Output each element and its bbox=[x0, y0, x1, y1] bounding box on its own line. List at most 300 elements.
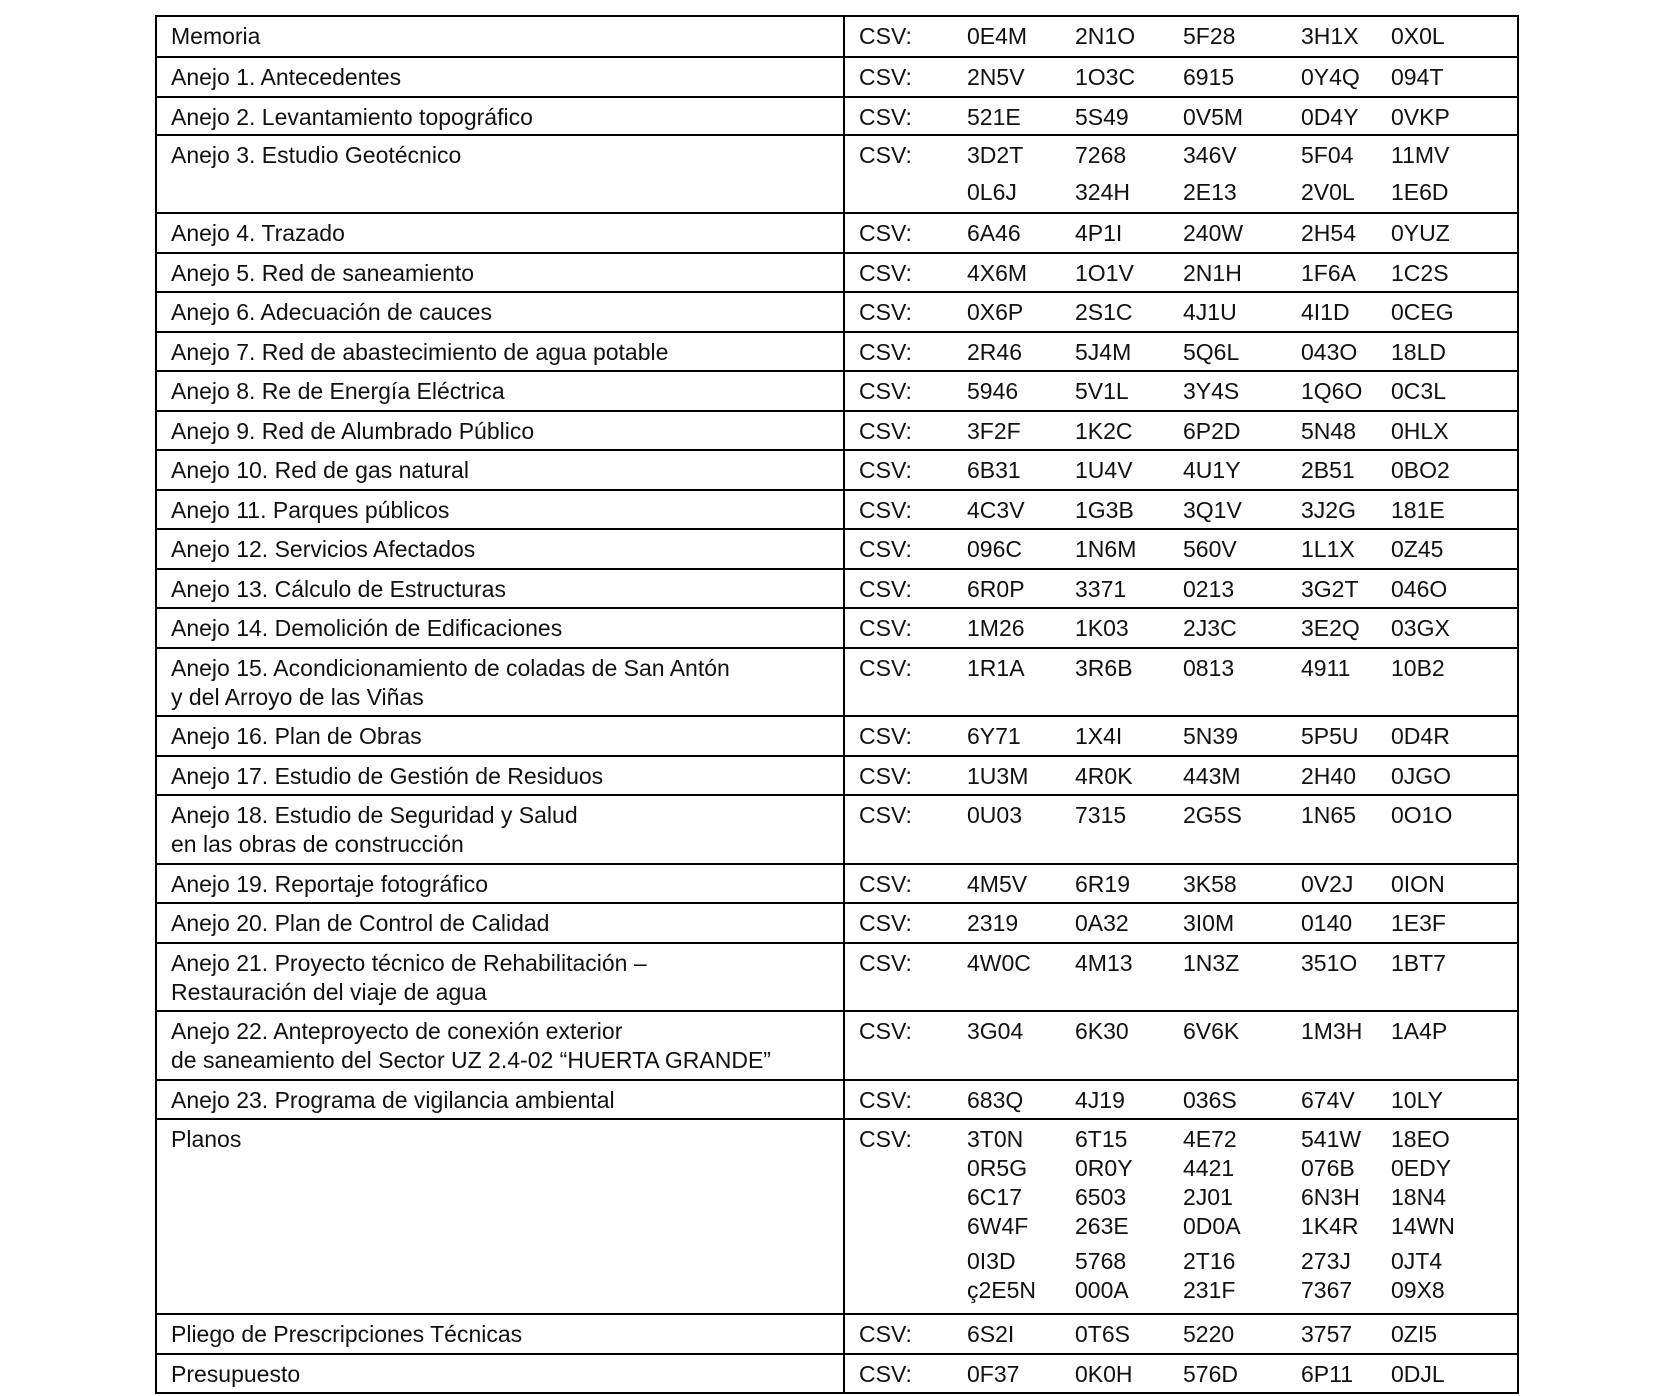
csv-code: 4J1U bbox=[1183, 299, 1237, 325]
csv-code: 1Q6O bbox=[1301, 378, 1363, 404]
document-section-label bbox=[157, 1012, 845, 1079]
document-section-label bbox=[157, 372, 845, 410]
csv-prefix-label: CSV: bbox=[859, 142, 912, 168]
csv-code: 3H1X bbox=[1301, 23, 1359, 49]
csv-code: ç2E5N bbox=[967, 1277, 1037, 1303]
csv-code: 3757 bbox=[1301, 1321, 1353, 1347]
csv-code: 6915 bbox=[1183, 64, 1235, 90]
csv-code: 0Z45 bbox=[1391, 536, 1444, 562]
csv-codes-cell bbox=[845, 214, 1517, 252]
csv-prefix-label bbox=[859, 1154, 967, 1183]
document-section-label bbox=[157, 570, 845, 607]
csv-code: 2E13 bbox=[1183, 179, 1237, 205]
section-label-line: Anejo 14. Demolición de Edificaciones bbox=[171, 615, 563, 641]
document-section-label bbox=[157, 904, 845, 942]
section-label-line: Anejo 19. Reportaje fotográfico bbox=[171, 871, 489, 897]
csv-code-line bbox=[859, 949, 1517, 978]
csv-code: 5220 bbox=[1183, 1321, 1235, 1347]
csv-code: 7315 bbox=[1075, 802, 1127, 828]
csv-document-table bbox=[155, 15, 1519, 1394]
csv-prefix-label: CSV: bbox=[859, 418, 912, 444]
section-label-line: Anejo 1. Antecedentes bbox=[171, 64, 402, 90]
csv-code: 521E bbox=[967, 104, 1021, 130]
csv-prefix-label: CSV: bbox=[859, 910, 912, 936]
csv-prefix-label: CSV: bbox=[859, 1361, 912, 1387]
table-row bbox=[157, 902, 1517, 942]
csv-code: 0R5G bbox=[967, 1155, 1028, 1181]
section-label-line: Anejo 9. Red de Alumbrado Público bbox=[171, 418, 535, 444]
csv-code-line bbox=[859, 259, 1517, 288]
csv-code: 0X0L bbox=[1391, 23, 1445, 49]
csv-code: 4U1Y bbox=[1183, 457, 1241, 483]
csv-code: 0CEG bbox=[1391, 299, 1454, 325]
csv-code: 3F2F bbox=[967, 418, 1021, 444]
csv-code: 3371 bbox=[1075, 576, 1127, 602]
table-row bbox=[157, 1118, 1517, 1313]
csv-code: 0DJL bbox=[1391, 1361, 1445, 1387]
table-row bbox=[157, 331, 1517, 370]
csv-code-line bbox=[859, 1320, 1517, 1349]
csv-code: 0213 bbox=[1183, 576, 1235, 602]
document-section-label bbox=[157, 1120, 845, 1313]
table-row bbox=[157, 252, 1517, 291]
csv-code: 1G3B bbox=[1075, 497, 1134, 523]
csv-codes-cell bbox=[845, 570, 1517, 607]
csv-code: 10LY bbox=[1391, 1087, 1444, 1113]
csv-code: 3G2T bbox=[1301, 576, 1359, 602]
document-section-label bbox=[157, 944, 845, 1010]
csv-code: 6R19 bbox=[1075, 871, 1130, 897]
csv-prefix-label: CSV: bbox=[859, 1126, 912, 1152]
csv-code-line bbox=[859, 338, 1517, 367]
csv-code: 0F37 bbox=[967, 1361, 1020, 1387]
csv-code: 5F28 bbox=[1183, 23, 1236, 49]
csv-code-line bbox=[859, 1086, 1517, 1115]
csv-codes-cell bbox=[845, 58, 1517, 96]
table-row bbox=[157, 1079, 1517, 1118]
csv-prefix-label bbox=[859, 1276, 967, 1305]
csv-codes-cell bbox=[845, 254, 1517, 291]
csv-code-line bbox=[859, 141, 1517, 170]
csv-code: 2N1H bbox=[1183, 260, 1242, 286]
csv-code-line bbox=[859, 1017, 1517, 1046]
csv-code: 0EDY bbox=[1391, 1155, 1452, 1181]
csv-codes-cell bbox=[845, 865, 1517, 902]
csv-code: 4P1I bbox=[1075, 220, 1123, 246]
csv-code-line bbox=[859, 762, 1517, 791]
document-section-label bbox=[157, 649, 845, 715]
document-section-label bbox=[157, 1355, 845, 1392]
section-label-line: Pliego de Prescripciones Técnicas bbox=[171, 1321, 523, 1347]
csv-code: 1E3F bbox=[1391, 910, 1446, 936]
csv-prefix-label bbox=[859, 1247, 967, 1276]
csv-code: 1C2S bbox=[1391, 260, 1449, 286]
csv-code: 6503 bbox=[1075, 1184, 1127, 1210]
csv-code: 0D4Y bbox=[1301, 104, 1359, 130]
csv-codes-cell bbox=[845, 904, 1517, 942]
csv-prefix-label: CSV: bbox=[859, 1087, 912, 1113]
table-row bbox=[157, 607, 1517, 647]
section-label-line: en las obras de construcción bbox=[171, 831, 464, 857]
csv-code: 0JT4 bbox=[1391, 1248, 1443, 1274]
csv-codes-cell bbox=[845, 717, 1517, 755]
csv-code: 2N1O bbox=[1075, 23, 1136, 49]
csv-code: 046O bbox=[1391, 576, 1448, 602]
csv-prefix-label: CSV: bbox=[859, 723, 912, 749]
csv-code: 1A4P bbox=[1391, 1018, 1448, 1044]
csv-code: 0I3D bbox=[967, 1248, 1016, 1274]
csv-prefix-label bbox=[859, 1212, 967, 1241]
csv-code: 0A32 bbox=[1075, 910, 1129, 936]
table-row bbox=[157, 370, 1517, 410]
section-label-line: Anejo 10. Red de gas natural bbox=[171, 457, 469, 483]
section-label-line: y del Arroyo de las Viñas bbox=[171, 684, 424, 710]
csv-code: 0813 bbox=[1183, 655, 1235, 681]
table-row bbox=[157, 1353, 1517, 1392]
csv-code-line bbox=[859, 103, 1517, 132]
csv-code: 4E72 bbox=[1183, 1126, 1237, 1152]
section-label-line: Anejo 12. Servicios Afectados bbox=[171, 536, 476, 562]
csv-code: 2319 bbox=[967, 910, 1019, 936]
section-label-line: Anejo 2. Levantamiento topográfico bbox=[171, 104, 533, 130]
csv-code-line bbox=[859, 535, 1517, 564]
table-row bbox=[157, 647, 1517, 715]
csv-prefix-label: CSV: bbox=[859, 457, 912, 483]
csv-code-line bbox=[859, 1360, 1517, 1389]
csv-prefix-label: CSV: bbox=[859, 220, 912, 246]
csv-code: 2B51 bbox=[1301, 457, 1355, 483]
csv-code: 096C bbox=[967, 536, 1022, 562]
csv-code: 2S1C bbox=[1075, 299, 1133, 325]
table-row bbox=[157, 449, 1517, 489]
document-section-label bbox=[157, 530, 845, 568]
csv-prefix-label: CSV: bbox=[859, 339, 912, 365]
section-label-line: Anejo 16. Plan de Obras bbox=[171, 723, 422, 749]
section-label-line: Anejo 13. Cálculo de Estructuras bbox=[171, 576, 506, 602]
csv-code: 0Y4Q bbox=[1301, 64, 1360, 90]
csv-code: 6S2I bbox=[967, 1321, 1015, 1347]
table-row bbox=[157, 410, 1517, 449]
table-row bbox=[157, 17, 1517, 56]
document-section-label bbox=[157, 491, 845, 528]
section-label-line: Planos bbox=[171, 1126, 242, 1152]
csv-prefix-label: CSV: bbox=[859, 802, 912, 828]
csv-prefix-label: CSV: bbox=[859, 615, 912, 641]
csv-codes-cell bbox=[845, 412, 1517, 449]
table-row bbox=[157, 942, 1517, 1010]
csv-code: 03GX bbox=[1391, 615, 1450, 641]
csv-code: 2R46 bbox=[967, 339, 1022, 365]
csv-code: 5N48 bbox=[1301, 418, 1356, 444]
csv-codes-cell bbox=[845, 17, 1517, 56]
csv-code: 3R6B bbox=[1075, 655, 1133, 681]
csv-code: 4J19 bbox=[1075, 1087, 1125, 1113]
csv-codes-cell bbox=[845, 293, 1517, 331]
document-section-label bbox=[157, 98, 845, 134]
document-section-label bbox=[157, 17, 845, 56]
csv-code: 1O3C bbox=[1075, 64, 1136, 90]
csv-prefix-label: CSV: bbox=[859, 497, 912, 523]
csv-code-line bbox=[859, 575, 1517, 604]
section-label-line: Presupuesto bbox=[171, 1361, 301, 1387]
table-row bbox=[157, 291, 1517, 331]
csv-code: 0V2J bbox=[1301, 871, 1354, 897]
csv-code: 2J01 bbox=[1183, 1184, 1233, 1210]
csv-codes-cell bbox=[845, 1315, 1517, 1353]
csv-code-line bbox=[859, 456, 1517, 485]
csv-code: 0VKP bbox=[1391, 104, 1450, 130]
section-label-line: Anejo 15. Acondicionamiento de coladas de San Antón bbox=[171, 655, 730, 681]
csv-prefix-label: CSV: bbox=[859, 1018, 912, 1044]
csv-code-line bbox=[859, 417, 1517, 446]
document-section-label bbox=[157, 865, 845, 902]
csv-code: 1O1V bbox=[1075, 260, 1134, 286]
csv-code: 4421 bbox=[1183, 1155, 1235, 1181]
csv-code: 0K0H bbox=[1075, 1361, 1133, 1387]
document-section-label bbox=[157, 333, 845, 370]
csv-code: 231F bbox=[1183, 1277, 1236, 1303]
csv-code: 5Q6L bbox=[1183, 339, 1240, 365]
csv-prefix-label: CSV: bbox=[859, 299, 912, 325]
csv-code: 1M3H bbox=[1301, 1018, 1363, 1044]
csv-code-line bbox=[859, 909, 1517, 938]
csv-code: 0O1O bbox=[1391, 802, 1453, 828]
table-row bbox=[157, 1010, 1517, 1079]
csv-code: 0V5M bbox=[1183, 104, 1244, 130]
csv-code: 4W0C bbox=[967, 950, 1031, 976]
section-label-line: Anejo 11. Parques públicos bbox=[171, 497, 450, 523]
csv-code-line bbox=[859, 496, 1517, 525]
csv-code: 1U3M bbox=[967, 763, 1029, 789]
csv-code: 3D2T bbox=[967, 142, 1024, 168]
csv-code: 6K30 bbox=[1075, 1018, 1129, 1044]
section-label-line: Anejo 5. Red de saneamiento bbox=[171, 260, 475, 286]
table-row bbox=[157, 134, 1517, 212]
csv-code: 351O bbox=[1301, 950, 1358, 976]
document-section-label bbox=[157, 136, 845, 212]
csv-code: 6B31 bbox=[967, 457, 1021, 483]
csv-codes-cell bbox=[845, 372, 1517, 410]
csv-codes-cell bbox=[845, 609, 1517, 647]
csv-codes-cell bbox=[845, 944, 1517, 1010]
csv-code: 0ION bbox=[1391, 871, 1445, 897]
csv-code-line bbox=[859, 219, 1517, 248]
document-section-label bbox=[157, 214, 845, 252]
csv-code: 1K03 bbox=[1075, 615, 1129, 641]
csv-code: 0X6P bbox=[967, 299, 1024, 325]
csv-code: 0D4R bbox=[1391, 723, 1450, 749]
csv-codes-cell bbox=[845, 333, 1517, 370]
section-label-line: Anejo 6. Adecuación de cauces bbox=[171, 299, 492, 325]
csv-code: 5946 bbox=[967, 378, 1019, 404]
csv-code: 443M bbox=[1183, 763, 1241, 789]
csv-prefix-label: CSV: bbox=[859, 64, 912, 90]
csv-prefix-label bbox=[859, 1183, 967, 1212]
csv-code: 5P5U bbox=[1301, 723, 1359, 749]
csv-prefix-label: CSV: bbox=[859, 23, 912, 49]
csv-code: 324H bbox=[1075, 179, 1130, 205]
csv-code: 6C17 bbox=[967, 1184, 1022, 1210]
csv-code-line bbox=[859, 1125, 1517, 1154]
csv-code-line bbox=[859, 377, 1517, 406]
section-label-line: Anejo 4. Trazado bbox=[171, 220, 345, 246]
document-section-label bbox=[157, 757, 845, 794]
csv-code-line bbox=[859, 1183, 1517, 1212]
csv-codes-cell bbox=[845, 1355, 1517, 1392]
csv-code: 1BT7 bbox=[1391, 950, 1446, 976]
csv-code-line bbox=[859, 722, 1517, 751]
csv-code: 043O bbox=[1301, 339, 1358, 365]
csv-prefix-label: CSV: bbox=[859, 260, 912, 286]
csv-code: 4X6M bbox=[967, 260, 1028, 286]
csv-code-line bbox=[859, 870, 1517, 899]
document-section-label bbox=[157, 451, 845, 489]
csv-prefix-label: CSV: bbox=[859, 576, 912, 602]
document-section-label bbox=[157, 412, 845, 449]
csv-code: 6W4F bbox=[967, 1213, 1029, 1239]
document-section-label bbox=[157, 717, 845, 755]
csv-code: 2N5V bbox=[967, 64, 1025, 90]
csv-code: 18EO bbox=[1391, 1126, 1450, 1152]
csv-codes-cell bbox=[845, 1012, 1517, 1079]
csv-code-line bbox=[859, 1212, 1517, 1241]
csv-code: 6P2D bbox=[1183, 418, 1241, 444]
csv-code: 2V0L bbox=[1301, 179, 1355, 205]
csv-code: 3J2G bbox=[1301, 497, 1356, 523]
csv-code: 0JGO bbox=[1391, 763, 1452, 789]
csv-code-line bbox=[859, 178, 1517, 207]
csv-code: 4M13 bbox=[1075, 950, 1133, 976]
csv-code: 674V bbox=[1301, 1087, 1355, 1113]
csv-code: 5J4M bbox=[1075, 339, 1132, 365]
csv-code-line bbox=[859, 1154, 1517, 1183]
table-row bbox=[157, 715, 1517, 755]
document-section-label bbox=[157, 1315, 845, 1353]
csv-prefix-label: CSV: bbox=[859, 950, 912, 976]
table-row bbox=[157, 755, 1517, 794]
csv-prefix-label: CSV: bbox=[859, 378, 912, 404]
csv-code: 6P11 bbox=[1301, 1361, 1354, 1387]
document-section-label bbox=[157, 609, 845, 647]
csv-prefix-label: CSV: bbox=[859, 536, 912, 562]
csv-code: 560V bbox=[1183, 536, 1237, 562]
table-row bbox=[157, 863, 1517, 902]
csv-code: 1N65 bbox=[1301, 802, 1356, 828]
section-label-line: Anejo 20. Plan de Control de Calidad bbox=[171, 910, 550, 936]
csv-prefix-label bbox=[859, 178, 967, 207]
csv-codes-cell bbox=[845, 796, 1517, 863]
csv-code: 0HLX bbox=[1391, 418, 1449, 444]
csv-prefix-label: CSV: bbox=[859, 104, 912, 130]
section-label-line: de saneamiento del Sector UZ 2.4-02 “HUERTA GRANDE” bbox=[171, 1047, 771, 1073]
document-section-label bbox=[157, 58, 845, 96]
csv-code: 000A bbox=[1075, 1277, 1129, 1303]
csv-codes-cell bbox=[845, 649, 1517, 715]
csv-code: 1N6M bbox=[1075, 536, 1137, 562]
csv-code: 6Y71 bbox=[967, 723, 1021, 749]
csv-code: 09X8 bbox=[1391, 1277, 1445, 1303]
csv-code: 240W bbox=[1183, 220, 1244, 246]
csv-code: 1F6A bbox=[1301, 260, 1356, 286]
csv-code: 6N3H bbox=[1301, 1184, 1360, 1210]
csv-code: 1E6D bbox=[1391, 179, 1449, 205]
csv-code: 6V6K bbox=[1183, 1018, 1240, 1044]
csv-code: 094T bbox=[1391, 64, 1444, 90]
document-section-label bbox=[157, 254, 845, 291]
csv-code: 3G04 bbox=[967, 1018, 1024, 1044]
csv-code-line bbox=[859, 614, 1517, 643]
section-label-line: Anejo 22. Anteproyecto de conexión exterior bbox=[171, 1018, 623, 1044]
csv-code-line bbox=[859, 298, 1517, 327]
csv-codes-cell bbox=[845, 757, 1517, 794]
csv-code: 076B bbox=[1301, 1155, 1355, 1181]
csv-code: 4911 bbox=[1301, 655, 1351, 681]
csv-code: 1L1X bbox=[1301, 536, 1355, 562]
csv-code-line bbox=[859, 1247, 1517, 1276]
table-row bbox=[157, 489, 1517, 528]
csv-code: 5F04 bbox=[1301, 142, 1354, 168]
csv-code: 0BO2 bbox=[1391, 457, 1450, 483]
table-row bbox=[157, 1313, 1517, 1353]
csv-code: 576D bbox=[1183, 1361, 1238, 1387]
section-label-line: Anejo 17. Estudio de Gestión de Residuos bbox=[171, 763, 604, 789]
csv-code: 5N39 bbox=[1183, 723, 1238, 749]
csv-code-line bbox=[859, 22, 1517, 51]
csv-code: 0R0Y bbox=[1075, 1155, 1133, 1181]
csv-code: 036S bbox=[1183, 1087, 1237, 1113]
csv-code-line bbox=[859, 63, 1517, 92]
csv-code: 0E4M bbox=[967, 23, 1028, 49]
csv-code-line bbox=[859, 1276, 1517, 1305]
csv-code: 6T15 bbox=[1075, 1126, 1128, 1152]
csv-code: 683Q bbox=[967, 1087, 1024, 1113]
csv-code: 7367 bbox=[1301, 1277, 1353, 1303]
csv-codes-cell bbox=[845, 491, 1517, 528]
table-row bbox=[157, 794, 1517, 863]
document-section-label bbox=[157, 796, 845, 863]
section-label-line: Restauración del viaje de agua bbox=[171, 979, 487, 1005]
csv-code: 5768 bbox=[1075, 1248, 1127, 1274]
csv-code: 1X4I bbox=[1075, 723, 1123, 749]
csv-code: 7268 bbox=[1075, 142, 1127, 168]
csv-code: 0D0A bbox=[1183, 1213, 1241, 1239]
section-label-line: Anejo 18. Estudio de Seguridad y Salud bbox=[171, 802, 578, 828]
document-section-label bbox=[157, 1081, 845, 1118]
csv-code: 2G5S bbox=[1183, 802, 1242, 828]
csv-code: 1K4R bbox=[1301, 1213, 1359, 1239]
csv-code: 3T0N bbox=[967, 1126, 1024, 1152]
csv-code: 0ZI5 bbox=[1391, 1321, 1438, 1347]
csv-code: 0U03 bbox=[967, 802, 1022, 828]
csv-code: 0L6J bbox=[967, 179, 1017, 205]
csv-code: 5V1L bbox=[1075, 378, 1129, 404]
csv-prefix-label: CSV: bbox=[859, 1321, 912, 1347]
csv-codes-cell bbox=[845, 451, 1517, 489]
csv-code: 4I1D bbox=[1301, 299, 1350, 325]
csv-prefix-label: CSV: bbox=[859, 871, 912, 897]
csv-code: 1M26 bbox=[967, 615, 1025, 641]
document-section-label bbox=[157, 293, 845, 331]
csv-code: 2H54 bbox=[1301, 220, 1356, 246]
csv-code-line bbox=[859, 654, 1517, 683]
section-label-line: Anejo 23. Programa de vigilancia ambiental bbox=[171, 1087, 615, 1113]
csv-code: 4R0K bbox=[1075, 763, 1133, 789]
csv-code: 1N3Z bbox=[1183, 950, 1240, 976]
csv-code: 0C3L bbox=[1391, 378, 1446, 404]
section-label-line: Anejo 8. Re de Energía Eléctrica bbox=[171, 378, 505, 404]
csv-code: 6R0P bbox=[967, 576, 1025, 602]
section-label-line: Memoria bbox=[171, 23, 261, 49]
